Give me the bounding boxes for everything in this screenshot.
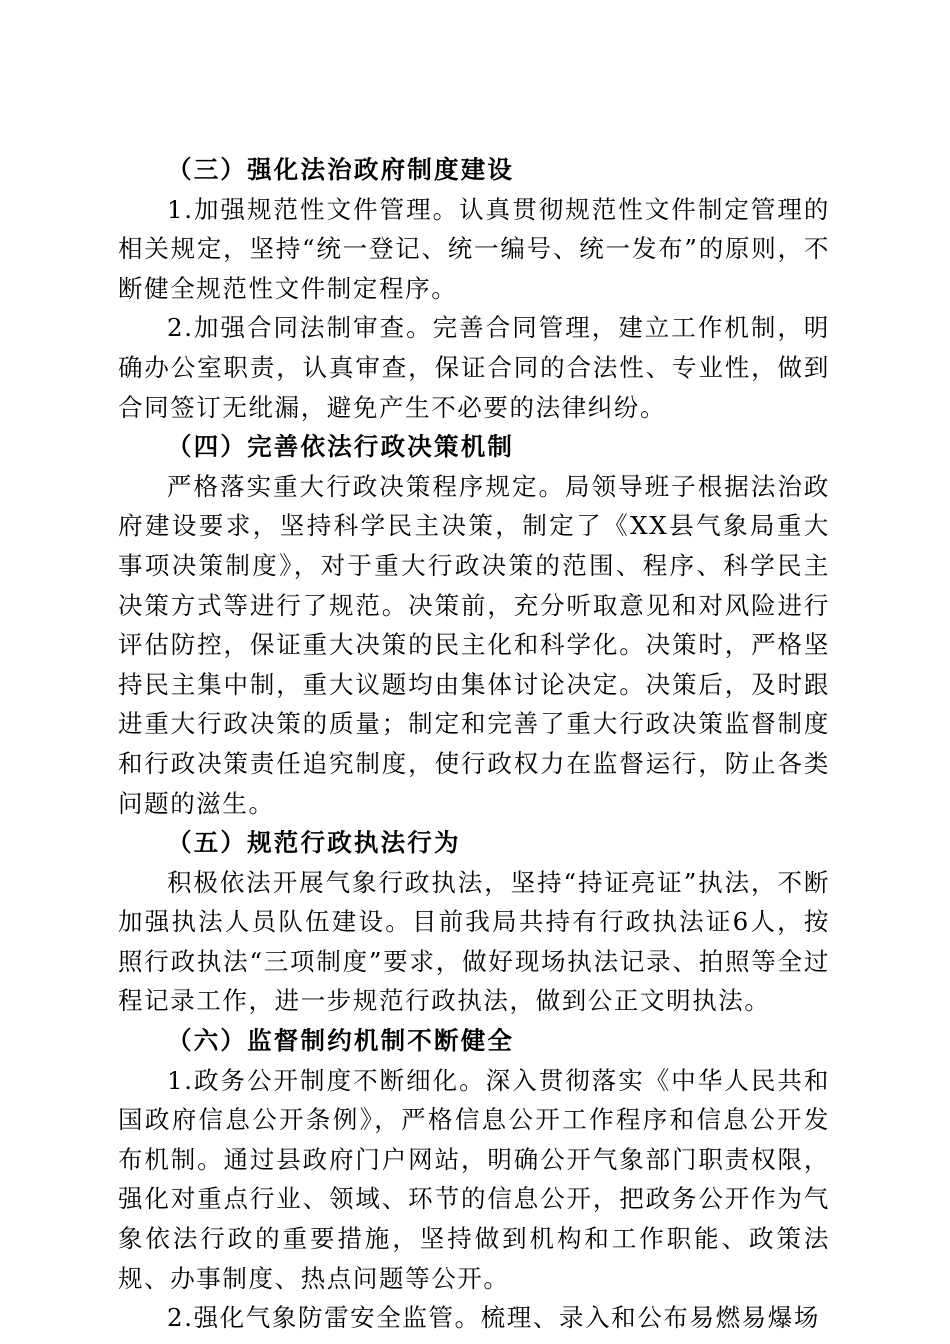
- paragraph-6-1: 1.政务公开制度不断细化。深入贯彻落实《中华人民共和国政府信息公开条例》，严格信息公开工作程序和信息公开发布机制。通过县政府门户网站，明确公开气象部门职责权限，强化对重点行业、领域、环节的信息公开，把政务公开作为气象依法行政的重要措施，坚持做到机构和工作职能、政策法规、办事制度、热点问题等公开。: [118, 1065, 830, 1293]
- document-body: [118, 150, 830, 1338]
- paragraph-3-1: 1.加强规范性文件管理。认真贯彻规范性文件制定管理的相关规定，坚持“统一登记、统一编号、统一发布”的原则，不断健全规范性文件制定程序。: [118, 194, 830, 303]
- section-heading-5: （五）规范行政执法行为: [167, 828, 461, 858]
- paragraph-3-2: 2.加强合同法制审查。完善合同管理，建立工作机制，明确办公室职责，认真审查，保证合同的合法性、专业性，做到合同签订无纰漏，避免产生不必要的法律纠纷。: [118, 313, 830, 422]
- section-heading-3: （三）强化法治政府制度建设: [167, 155, 515, 184]
- paragraph-5-1: 积极依法开展气象行政执法，坚持“持证亮证”执法，不断加强执法人员队伍建设。目前我局共持有行政执法证6人，按照行政执法“三项制度”要求，做好现场执法记录、拍照等全过程记录工作，进一步规范行政执法，做到公正文明执法。: [118, 867, 830, 1016]
- paragraph-6-2: 2.强化气象防雷安全监管。梳理、录入和公布易燃易爆场: [167, 1303, 820, 1333]
- section-heading-4: （四）完善依法行政决策机制: [167, 432, 515, 462]
- section-heading-6: （六）监督制约机制不断健全: [167, 1026, 515, 1056]
- paragraph-4-1: 严格落实重大行政决策程序规定。局领导班子根据法治政府建设要求，坚持科学民主决策，制定了《XX县气象局重大事项决策制度》，对于重大行政决策的范围、程序、科学民主决策方式等进行了规范。决策前，充分听取意见和对风险进行评估防控，保证重大决策的民主化和科学化。决策时，严格坚持民主集中制，重大议题均由集体讨论决定。决策后，及时跟进重大行政决策的质量；制定和完善了重大行政决策监督制度和行政决策责任追究制度，使行政权力在监督运行，防止各类问题的滋生。: [118, 471, 830, 818]
